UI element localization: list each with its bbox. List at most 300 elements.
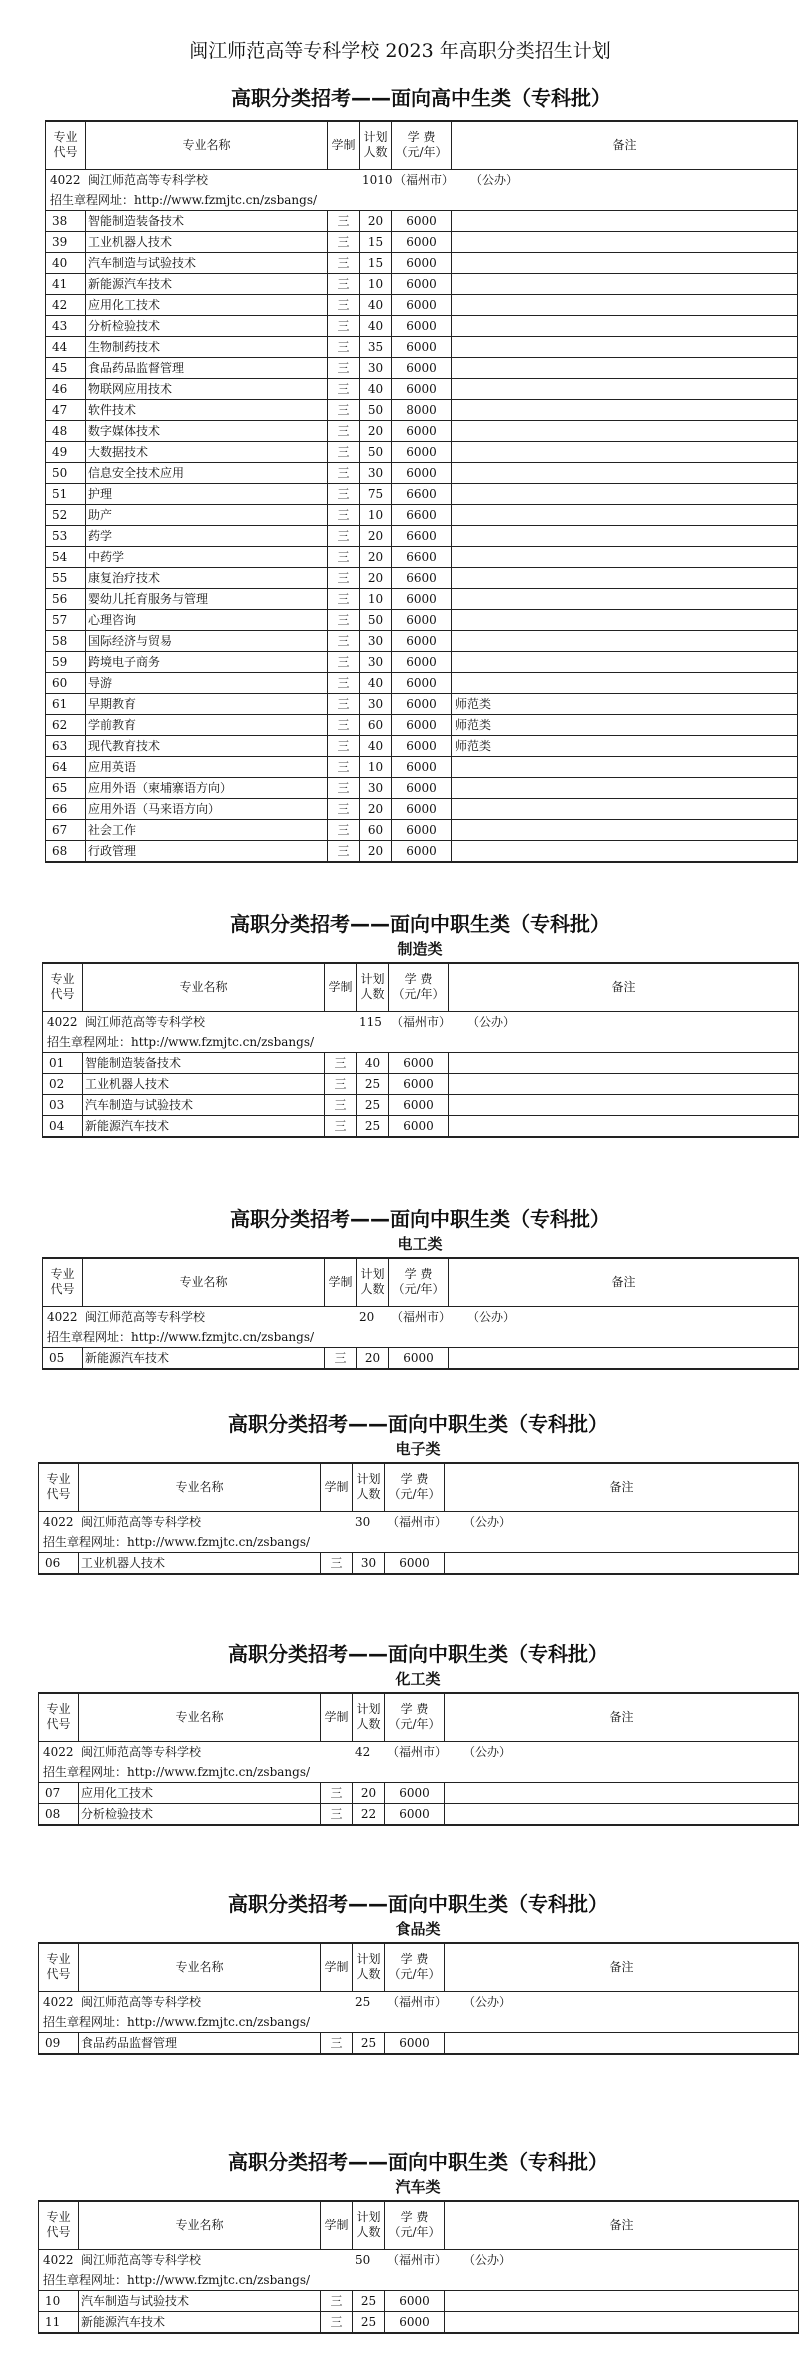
major-years: 三 — [325, 1052, 357, 1073]
major-fee: 6000 — [389, 1052, 449, 1073]
major-fee: 6000 — [392, 756, 452, 777]
major-name: 现代教育技术 — [86, 735, 328, 756]
major-note — [452, 441, 798, 462]
section-subtitle: 制造类 — [397, 940, 443, 958]
major-note — [452, 462, 798, 483]
table-row — [46, 357, 798, 378]
section-4 — [38, 1640, 798, 1826]
school-name: 闽江师范高等专科学校 — [85, 1309, 206, 1324]
major-plan: 10 — [360, 273, 392, 294]
school-name: 闽江师范高等专科学校 — [88, 172, 209, 187]
major-plan: 40 — [360, 378, 392, 399]
major-note — [449, 1347, 799, 1369]
header-plan: 计划 人数 — [357, 1258, 389, 1306]
major-fee: 6000 — [389, 1347, 449, 1369]
major-years: 三 — [328, 231, 360, 252]
major-code: 06 — [39, 1552, 79, 1574]
major-note — [452, 399, 798, 420]
major-years: 三 — [325, 1347, 357, 1369]
major-years: 三 — [321, 1782, 353, 1803]
major-fee: 6600 — [392, 567, 452, 588]
major-code: 53 — [46, 525, 86, 546]
major-years: 三 — [321, 2290, 353, 2311]
major-fee: 6000 — [392, 798, 452, 819]
table-row — [39, 2311, 799, 2333]
major-fee: 6000 — [392, 210, 452, 231]
major-name: 工业机器人技术 — [86, 231, 328, 252]
header-plan: 计划 人数 — [353, 1943, 385, 1991]
table-row — [46, 693, 798, 714]
major-plan: 20 — [357, 1347, 389, 1369]
major-name: 婴幼儿托育服务与管理 — [86, 588, 328, 609]
major-note — [452, 609, 798, 630]
major-note — [452, 483, 798, 504]
major-code: 40 — [46, 252, 86, 273]
table-row — [46, 798, 798, 819]
major-fee: 6000 — [392, 672, 452, 693]
major-years: 三 — [321, 1552, 353, 1574]
header-years: 学制 — [321, 1693, 353, 1741]
section-subtitle: 电工类 — [397, 1235, 443, 1253]
major-plan: 25 — [353, 2311, 385, 2333]
table-row — [46, 546, 798, 567]
major-fee: 6000 — [385, 1552, 445, 1574]
major-note — [449, 1115, 799, 1137]
major-years: 三 — [328, 525, 360, 546]
major-note — [452, 210, 798, 231]
major-fee: 6000 — [385, 2311, 445, 2333]
major-code: 48 — [46, 420, 86, 441]
header-years: 学制 — [325, 1258, 357, 1306]
major-fee: 6000 — [389, 1073, 449, 1094]
major-fee: 6000 — [385, 2032, 445, 2054]
header-plan: 计划 人数 — [353, 1693, 385, 1741]
major-code: 42 — [46, 294, 86, 315]
major-code: 68 — [46, 840, 86, 862]
table-row — [46, 336, 798, 357]
major-years: 三 — [328, 840, 360, 862]
major-plan: 40 — [360, 672, 392, 693]
major-note — [452, 630, 798, 651]
major-note — [452, 777, 798, 798]
header-years: 学制 — [328, 121, 360, 169]
header-fee: 学 费 （元/年） — [389, 1258, 449, 1306]
table-row — [46, 420, 798, 441]
header-fee: 学 费 （元/年） — [385, 1943, 445, 1991]
major-plan: 40 — [360, 294, 392, 315]
major-plan: 10 — [360, 588, 392, 609]
table-row — [43, 1052, 799, 1073]
school-row — [46, 169, 798, 190]
school-cell — [39, 1741, 799, 1762]
school-city: （福州市） — [387, 1994, 448, 2009]
table-row — [43, 1347, 799, 1369]
header-plan: 计划 人数 — [357, 963, 389, 1011]
table-row — [46, 819, 798, 840]
school-total: 30 — [355, 1514, 371, 1529]
school-url[interactable]: 招生章程网址：http://www.fzmjtc.cn/zsbangs/ — [39, 2270, 799, 2291]
section-6 — [38, 2148, 798, 2334]
major-note — [452, 651, 798, 672]
major-name: 食品药品监督管理 — [79, 2032, 321, 2054]
school-total: 42 — [355, 1744, 371, 1759]
major-name: 新能源汽车技术 — [79, 2311, 321, 2333]
major-code: 39 — [46, 231, 86, 252]
table-row — [43, 1115, 799, 1137]
school-code: 4022 — [47, 1014, 78, 1029]
school-row — [39, 1991, 799, 2012]
table-row — [46, 462, 798, 483]
school-url[interactable]: 招生章程网址：http://www.fzmjtc.cn/zsbangs/ — [43, 1327, 799, 1348]
major-years: 三 — [328, 420, 360, 441]
table-row — [46, 315, 798, 336]
major-fee: 6000 — [392, 294, 452, 315]
header-name: 专业名称 — [83, 1258, 325, 1306]
major-plan: 25 — [357, 1115, 389, 1137]
major-note — [452, 672, 798, 693]
major-plan: 20 — [360, 567, 392, 588]
major-name: 学前教育 — [86, 714, 328, 735]
major-fee: 6600 — [392, 504, 452, 525]
major-note — [452, 588, 798, 609]
school-city: （福州市） — [387, 1744, 448, 1759]
major-code: 04 — [43, 1115, 83, 1137]
major-note — [445, 1552, 799, 1574]
school-row — [39, 1511, 799, 1532]
header-name: 专业名称 — [83, 963, 325, 1011]
major-code: 58 — [46, 630, 86, 651]
major-name: 分析检验技术 — [79, 1803, 321, 1825]
major-code: 50 — [46, 462, 86, 483]
header-name: 专业名称 — [79, 2201, 321, 2249]
major-plan: 35 — [360, 336, 392, 357]
major-note — [445, 2290, 799, 2311]
table-header-row — [39, 1693, 799, 1741]
major-years: 三 — [328, 714, 360, 735]
major-fee: 6000 — [392, 462, 452, 483]
major-fee: 6000 — [389, 1094, 449, 1115]
plan-table — [42, 962, 799, 1138]
school-type: （公办） — [467, 1309, 516, 1324]
header-years: 学制 — [321, 1463, 353, 1511]
school-city: （福州市） — [387, 2252, 448, 2267]
major-plan: 20 — [353, 1782, 385, 1803]
major-code: 66 — [46, 798, 86, 819]
major-code: 59 — [46, 651, 86, 672]
major-code: 41 — [46, 273, 86, 294]
major-plan: 30 — [360, 357, 392, 378]
school-total: 20 — [359, 1309, 375, 1324]
table-row — [46, 777, 798, 798]
school-cell — [43, 1306, 799, 1327]
school-city: （福州市） — [391, 1309, 452, 1324]
section-title: 高职分类招考——面向中职生类（专科批） — [228, 1892, 608, 1916]
major-years: 三 — [328, 756, 360, 777]
header-note: 备注 — [445, 1943, 799, 1991]
plan-table — [38, 1692, 799, 1826]
school-row — [39, 2249, 799, 2270]
table-row — [46, 441, 798, 462]
major-years: 三 — [321, 2032, 353, 2054]
table-row — [46, 630, 798, 651]
major-name: 食品药品监督管理 — [86, 357, 328, 378]
major-years: 三 — [328, 819, 360, 840]
section-0 — [45, 84, 797, 863]
major-fee: 6000 — [392, 777, 452, 798]
table-row — [46, 609, 798, 630]
school-cell — [46, 169, 798, 190]
table-row — [46, 504, 798, 525]
major-name: 国际经济与贸易 — [86, 630, 328, 651]
school-name: 闽江师范高等专科学校 — [81, 1514, 202, 1529]
header-years: 学制 — [321, 2201, 353, 2249]
major-code: 63 — [46, 735, 86, 756]
plan-table — [45, 120, 798, 863]
major-years: 三 — [328, 777, 360, 798]
section-title: 高职分类招考——面向中职生类（专科批） — [228, 2150, 608, 2174]
header-name: 专业名称 — [86, 121, 328, 169]
school-type: （公办） — [467, 1014, 516, 1029]
school-total: 25 — [355, 1994, 371, 2009]
header-years: 学制 — [321, 1943, 353, 1991]
url-row — [39, 2270, 799, 2291]
major-name: 康复治疗技术 — [86, 567, 328, 588]
major-code: 57 — [46, 609, 86, 630]
table-header-row — [43, 1258, 799, 1306]
plan-table — [38, 2200, 799, 2334]
major-name: 应用英语 — [86, 756, 328, 777]
major-note — [452, 840, 798, 862]
major-years: 三 — [328, 462, 360, 483]
header-note: 备注 — [445, 1463, 799, 1511]
major-name: 汽车制造与试验技术 — [83, 1094, 325, 1115]
major-name: 应用化工技术 — [86, 294, 328, 315]
table-row — [46, 399, 798, 420]
major-code: 01 — [43, 1052, 83, 1073]
major-code: 55 — [46, 567, 86, 588]
header-note: 备注 — [449, 1258, 799, 1306]
section-title: 高职分类招考——面向中职生类（专科批） — [230, 1207, 610, 1231]
header-code: 专业 代号 — [43, 1258, 83, 1306]
school-total: 50 — [355, 2252, 371, 2267]
major-code: 60 — [46, 672, 86, 693]
major-plan: 25 — [353, 2032, 385, 2054]
header-fee: 学 费 （元/年） — [389, 963, 449, 1011]
major-note — [445, 1782, 799, 1803]
major-plan: 10 — [360, 504, 392, 525]
major-name: 物联网应用技术 — [86, 378, 328, 399]
major-plan: 20 — [360, 525, 392, 546]
major-years: 三 — [325, 1094, 357, 1115]
header-plan: 计划 人数 — [353, 2201, 385, 2249]
major-plan: 20 — [360, 840, 392, 862]
major-fee: 6000 — [392, 273, 452, 294]
school-name: 闽江师范高等专科学校 — [85, 1014, 206, 1029]
header-code: 专业 代号 — [39, 1463, 79, 1511]
major-name: 药学 — [86, 525, 328, 546]
header-name: 专业名称 — [79, 1943, 321, 1991]
school-url[interactable]: 招生章程网址：http://www.fzmjtc.cn/zsbangs/ — [39, 1532, 799, 1553]
table-row — [46, 840, 798, 862]
major-name: 工业机器人技术 — [79, 1552, 321, 1574]
header-name: 专业名称 — [79, 1693, 321, 1741]
major-years: 三 — [328, 798, 360, 819]
major-name: 智能制造装备技术 — [86, 210, 328, 231]
major-name: 中药学 — [86, 546, 328, 567]
table-row — [43, 1073, 799, 1094]
header-fee: 学 费 （元/年） — [392, 121, 452, 169]
major-years: 三 — [328, 210, 360, 231]
header-note: 备注 — [445, 1693, 799, 1741]
major-name: 助产 — [86, 504, 328, 525]
table-row — [46, 525, 798, 546]
major-note — [452, 378, 798, 399]
school-url[interactable]: 招生章程网址：http://www.fzmjtc.cn/zsbangs/ — [43, 1032, 799, 1053]
major-note — [445, 2032, 799, 2054]
school-type: （公办） — [463, 2252, 512, 2267]
major-name: 智能制造装备技术 — [83, 1052, 325, 1073]
header-plan: 计划 人数 — [360, 121, 392, 169]
major-years: 三 — [328, 693, 360, 714]
major-fee: 6600 — [392, 546, 452, 567]
major-code: 11 — [39, 2311, 79, 2333]
page-title: 闽江师范高等专科学校 2023 年高职分类招生计划 — [189, 40, 611, 62]
major-note — [452, 420, 798, 441]
table-row — [46, 714, 798, 735]
header-code: 专业 代号 — [46, 121, 86, 169]
major-code: 54 — [46, 546, 86, 567]
school-name: 闽江师范高等专科学校 — [81, 1744, 202, 1759]
table-header-row — [39, 2201, 799, 2249]
table-header-row — [39, 1943, 799, 1991]
major-note — [452, 294, 798, 315]
school-row — [43, 1306, 799, 1327]
major-plan: 30 — [360, 630, 392, 651]
major-plan: 25 — [357, 1073, 389, 1094]
major-code: 07 — [39, 1782, 79, 1803]
major-code: 46 — [46, 378, 86, 399]
major-name: 工业机器人技术 — [83, 1073, 325, 1094]
major-years: 三 — [328, 336, 360, 357]
header-fee: 学 费 （元/年） — [385, 1693, 445, 1741]
url-row — [39, 2012, 799, 2033]
table-row — [46, 483, 798, 504]
section-5 — [38, 1890, 798, 2055]
header-plan: 计划 人数 — [353, 1463, 385, 1511]
major-fee: 6000 — [392, 378, 452, 399]
table-row — [46, 231, 798, 252]
major-fee: 6000 — [385, 2290, 445, 2311]
school-type: （公办） — [463, 1994, 512, 2009]
header-years: 学制 — [325, 963, 357, 1011]
major-years: 三 — [328, 672, 360, 693]
table-row — [46, 567, 798, 588]
major-years: 三 — [328, 294, 360, 315]
major-code: 44 — [46, 336, 86, 357]
table-header-row — [39, 1463, 799, 1511]
major-fee: 6000 — [392, 651, 452, 672]
major-fee: 6600 — [392, 525, 452, 546]
major-fee: 6000 — [392, 819, 452, 840]
school-code: 4022 — [47, 1309, 78, 1324]
major-years: 三 — [325, 1073, 357, 1094]
major-years: 三 — [328, 357, 360, 378]
url-row — [46, 190, 798, 211]
major-plan: 50 — [360, 399, 392, 420]
header-fee: 学 费 （元/年） — [385, 2201, 445, 2249]
major-name: 新能源汽车技术 — [83, 1115, 325, 1137]
major-fee: 6000 — [392, 735, 452, 756]
major-plan: 25 — [353, 2290, 385, 2311]
section-3 — [38, 1410, 798, 1575]
major-plan: 60 — [360, 714, 392, 735]
major-code: 08 — [39, 1803, 79, 1825]
major-years: 三 — [328, 588, 360, 609]
table-header-row — [46, 121, 798, 169]
major-fee: 6000 — [392, 336, 452, 357]
major-fee: 6000 — [385, 1803, 445, 1825]
major-name: 跨境电子商务 — [86, 651, 328, 672]
table-row — [46, 252, 798, 273]
school-row — [39, 1741, 799, 1762]
major-note — [452, 819, 798, 840]
school-url[interactable]: 招生章程网址：http://www.fzmjtc.cn/zsbangs/ — [46, 190, 798, 211]
major-code: 51 — [46, 483, 86, 504]
school-url[interactable]: 招生章程网址：http://www.fzmjtc.cn/zsbangs/ — [39, 2012, 799, 2033]
major-name: 分析检验技术 — [86, 315, 328, 336]
school-type: （公办） — [463, 1744, 512, 1759]
major-name: 应用外语（马来语方向） — [86, 798, 328, 819]
major-name: 导游 — [86, 672, 328, 693]
major-code: 45 — [46, 357, 86, 378]
table-row — [46, 210, 798, 231]
school-city: （福州市） — [387, 1514, 448, 1529]
major-fee: 6000 — [392, 420, 452, 441]
header-code: 专业 代号 — [39, 1693, 79, 1741]
section-title: 高职分类招考——面向中职生类（专科批） — [230, 912, 610, 936]
school-url[interactable]: 招生章程网址：http://www.fzmjtc.cn/zsbangs/ — [39, 1762, 799, 1783]
major-name: 大数据技术 — [86, 441, 328, 462]
school-city: （福州市） — [394, 172, 455, 187]
major-note — [452, 273, 798, 294]
major-name: 信息安全技术应用 — [86, 462, 328, 483]
major-years: 三 — [328, 252, 360, 273]
major-plan: 75 — [360, 483, 392, 504]
major-note: 师范类 — [452, 735, 798, 756]
major-name: 护理 — [86, 483, 328, 504]
major-code: 56 — [46, 588, 86, 609]
major-code: 38 — [46, 210, 86, 231]
table-row — [46, 378, 798, 399]
school-row — [43, 1011, 799, 1032]
major-note — [452, 315, 798, 336]
major-plan: 50 — [360, 609, 392, 630]
major-code: 65 — [46, 777, 86, 798]
school-city: （福州市） — [391, 1014, 452, 1029]
major-plan: 40 — [360, 735, 392, 756]
major-name: 心理咨询 — [86, 609, 328, 630]
major-code: 52 — [46, 504, 86, 525]
major-code: 61 — [46, 693, 86, 714]
school-cell — [39, 1511, 799, 1532]
school-type: （公办） — [470, 172, 519, 187]
major-name: 汽车制造与试验技术 — [79, 2290, 321, 2311]
section-2 — [42, 1205, 798, 1370]
major-note — [452, 546, 798, 567]
major-years: 三 — [328, 399, 360, 420]
section-subtitle: 化工类 — [395, 1670, 441, 1688]
table-row — [46, 735, 798, 756]
